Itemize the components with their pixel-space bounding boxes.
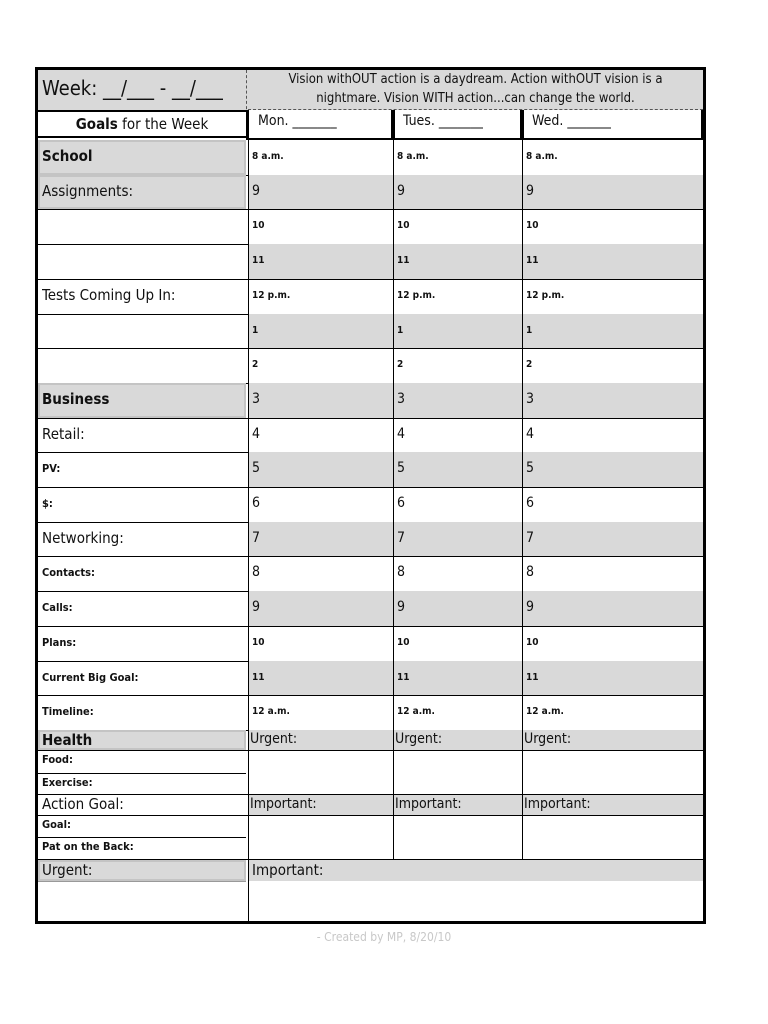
row-divider xyxy=(38,695,703,696)
row-divider xyxy=(38,837,246,838)
hour-slot-tue[interactable]: 7 xyxy=(397,529,406,546)
hour-slot-tue[interactable]: 1 xyxy=(397,324,404,336)
hour-slot-mon[interactable]: 11 xyxy=(252,671,265,683)
goals-header: Goals for the Week xyxy=(75,115,209,133)
left-row-label: Timeline: xyxy=(42,705,94,719)
hour-slot-wed[interactable]: 6 xyxy=(526,495,535,511)
day-row-shade xyxy=(248,244,703,279)
hour-slot-mon[interactable]: 8 a.m. xyxy=(252,151,284,162)
hour-slot-mon[interactable]: 5 xyxy=(252,460,261,477)
row-divider xyxy=(38,626,703,627)
hour-slot-mon[interactable]: 10 xyxy=(252,220,265,232)
hour-slot-wed[interactable]: 9 xyxy=(526,599,535,616)
left-row-label: $: xyxy=(42,497,53,510)
column-divider xyxy=(248,110,249,730)
left-row-label: Contacts: xyxy=(42,566,95,580)
hour-slot-wed[interactable]: 12 p.m. xyxy=(526,289,565,301)
day-row-shade xyxy=(248,383,703,418)
row-divider xyxy=(38,348,703,349)
exercise-label: Exercise: xyxy=(42,775,93,789)
hour-slot-tue[interactable]: 9 xyxy=(397,599,406,616)
hour-slot-tue[interactable]: 2 xyxy=(397,359,404,371)
hour-slot-tue[interactable]: 12 p.m. xyxy=(397,289,436,301)
day-row-shade xyxy=(248,452,703,487)
left-row-label: Retail: xyxy=(42,424,85,443)
action-goal-label: Action Goal: xyxy=(42,794,124,813)
hour-slot-wed[interactable]: 11 xyxy=(526,671,539,683)
day-row-shade xyxy=(248,314,703,349)
hour-slot-tue[interactable]: 8 a.m. xyxy=(397,151,429,162)
quote-line-2: nightmare. Vision WITH action...can change the world. xyxy=(316,91,635,106)
left-row-label: Calls: xyxy=(42,601,73,615)
hour-slot-wed[interactable]: 9 xyxy=(526,182,535,199)
day-header-tue[interactable]: Tues. _______ xyxy=(403,113,483,129)
row-divider xyxy=(38,418,703,419)
hour-slot-wed[interactable]: 11 xyxy=(526,255,539,267)
day-urgent-label: Urgent: xyxy=(395,730,443,747)
food-label: Food: xyxy=(42,752,73,766)
day-row-shade xyxy=(248,661,703,696)
column-divider xyxy=(522,730,523,859)
row-divider xyxy=(38,815,703,816)
column-divider xyxy=(248,730,249,859)
row-divider xyxy=(38,881,246,882)
hour-slot-tue[interactable]: 10 xyxy=(397,636,410,648)
pat-label: Pat on the Back: xyxy=(42,839,134,853)
row-divider xyxy=(38,773,246,774)
hour-slot-mon[interactable]: 4 xyxy=(252,425,261,442)
hour-slot-tue[interactable]: 12 a.m. xyxy=(397,706,435,718)
quote-line-1: Vision withOUT action is a daydream. Action withOUT vision is a xyxy=(288,72,663,87)
hour-slot-wed[interactable]: 8 a.m. xyxy=(526,151,558,162)
hour-slot-wed[interactable]: 5 xyxy=(526,460,535,477)
hour-slot-tue[interactable]: 4 xyxy=(397,425,406,442)
goal-label: Goal: xyxy=(42,817,71,831)
hour-slot-tue[interactable]: 11 xyxy=(397,255,410,267)
left-row-label: Assignments: xyxy=(42,181,134,200)
bottom-urgent-label: Urgent: xyxy=(42,860,93,879)
week-label xyxy=(42,76,223,100)
day-row-shade xyxy=(248,522,703,557)
hour-slot-mon[interactable]: 9 xyxy=(252,599,261,616)
hour-slot-wed[interactable]: 3 xyxy=(526,390,535,407)
day-row-shade xyxy=(248,175,703,210)
week-title: Week: xyxy=(42,76,98,100)
hour-slot-wed[interactable]: 4 xyxy=(526,425,535,442)
hour-slot-mon[interactable]: 7 xyxy=(252,529,261,546)
day-urgent-label: Urgent: xyxy=(250,730,298,747)
bottom-urgent-area[interactable] xyxy=(40,884,244,919)
hour-slot-mon[interactable]: 10 xyxy=(252,636,265,648)
hour-slot-wed[interactable]: 10 xyxy=(526,220,539,232)
hour-slot-mon[interactable]: 12 p.m. xyxy=(252,289,291,301)
planner-sheet xyxy=(35,67,706,924)
left-row-label: School xyxy=(42,147,93,165)
day-important-label: Important: xyxy=(395,795,462,812)
hour-slot-tue[interactable]: 11 xyxy=(397,671,410,683)
row-divider xyxy=(38,750,703,751)
day-important-label: Important: xyxy=(524,795,591,812)
day-important-label: Important: xyxy=(250,795,317,812)
health-title: Health xyxy=(42,730,93,749)
column-divider xyxy=(393,110,394,730)
hour-slot-wed[interactable]: 7 xyxy=(526,529,535,546)
hour-slot-wed[interactable]: 1 xyxy=(526,324,533,336)
day-header-wed[interactable]: Wed. _______ xyxy=(532,113,612,129)
row-divider xyxy=(38,487,703,488)
column-divider xyxy=(522,110,523,730)
hour-slot-wed[interactable]: 8 xyxy=(526,564,535,581)
hour-slot-tue[interactable]: 10 xyxy=(397,220,410,232)
hour-slot-mon[interactable]: 8 xyxy=(252,564,261,581)
row-divider xyxy=(38,279,703,280)
left-row-label: PV: xyxy=(42,462,61,476)
hour-slot-mon[interactable]: 12 a.m. xyxy=(252,706,290,718)
bottom-important-label: Important: xyxy=(252,860,324,879)
left-row-label: Current Big Goal: xyxy=(42,670,139,684)
hour-slot-wed[interactable]: 10 xyxy=(526,636,539,648)
left-row-label: Tests Coming Up In: xyxy=(42,285,176,304)
hour-slot-tue[interactable]: 9 xyxy=(397,182,406,199)
hour-slot-wed[interactable]: 12 a.m. xyxy=(526,706,564,718)
day-row-shade xyxy=(248,591,703,626)
hour-slot-mon[interactable]: 6 xyxy=(252,495,261,511)
column-divider xyxy=(393,730,394,859)
left-row-label: Networking: xyxy=(42,528,124,547)
day-header-mon[interactable]: Mon. _______ xyxy=(258,113,337,129)
hour-slot-tue[interactable]: 8 xyxy=(397,564,406,581)
left-row-label: Business xyxy=(42,389,110,408)
footer-credit: - Created by MP, 8/20/10 xyxy=(316,930,452,944)
hour-slot-tue[interactable]: 6 xyxy=(397,495,406,511)
hour-slot-mon[interactable]: 1 xyxy=(252,324,259,336)
left-row-label: Plans: xyxy=(42,635,77,649)
hour-slot-tue[interactable]: 3 xyxy=(397,390,406,407)
day-urgent-label: Urgent: xyxy=(524,730,572,747)
hour-slot-mon[interactable]: 3 xyxy=(252,390,261,407)
hour-slot-mon[interactable]: 9 xyxy=(252,182,261,199)
hour-slot-tue[interactable]: 5 xyxy=(397,460,406,477)
row-divider xyxy=(38,209,703,210)
row-divider xyxy=(38,556,703,557)
week-blanks[interactable]: __/___ - __/___ xyxy=(102,76,223,100)
bottom-important-area[interactable] xyxy=(250,884,701,919)
hour-slot-wed[interactable]: 2 xyxy=(526,359,533,371)
hour-slot-mon[interactable]: 2 xyxy=(252,359,259,371)
column-divider xyxy=(248,860,249,921)
hour-slot-mon[interactable]: 11 xyxy=(252,255,265,267)
